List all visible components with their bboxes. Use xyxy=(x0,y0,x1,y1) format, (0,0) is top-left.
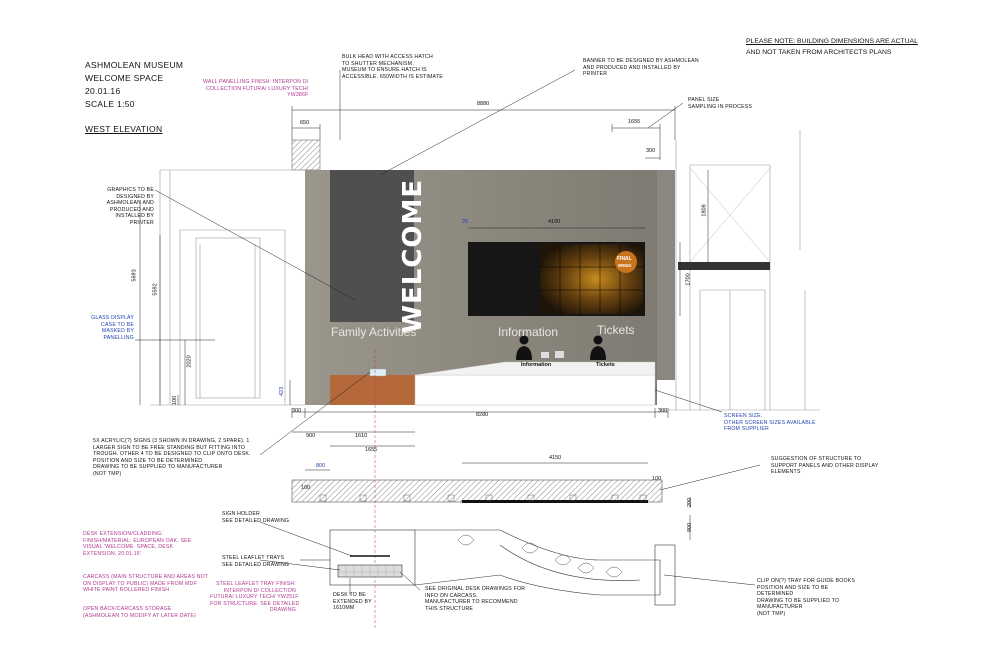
title-scale: SCALE 1:50 xyxy=(85,99,135,109)
information-text: Information xyxy=(498,325,559,339)
note-glass-display: GLASS DISPLAY CASE TO BE MASKED BY PANELLING xyxy=(91,315,134,341)
note-bulkhead: BULK HEAD WITH ACCESS HATCH TO SHUTTER MECHANISM. MUSEUM TO ENSURE HATCH IS ACCESSIBLE. 650WIDTH IS ESTIMATE xyxy=(342,54,443,80)
note-screen-size: SCREEN SIZE. OTHER SCREEN SIZES AVAILABLE FROM SUPPLIER xyxy=(724,413,816,432)
dim-900-left: 900 xyxy=(306,433,316,439)
desk-front xyxy=(415,375,655,405)
family-activities-text: Family Activities xyxy=(331,325,417,339)
note-open-back: OPEN BACK/CARCASS STORAGE (ASHMOLEAN TO MODIFY AT LATER DATE) xyxy=(83,606,196,619)
note-carcass: CARCASS (MAIN STRUCTURE AND AREAS NOT ON DISPLAY TO PUBLIC) MADE FROM MDF WHITE PAINT ROLLERED FINISH. xyxy=(83,574,209,593)
dim-300-left: 300 xyxy=(292,408,302,414)
note-leaflet-trays: STEEL LEAFLET TRAYS SEE DETAILED DRAWING xyxy=(222,555,290,568)
dim-800: 800 xyxy=(316,463,326,469)
dim-650: 650 xyxy=(300,120,310,126)
right-panel xyxy=(657,170,675,380)
badge-line2: WEEK xyxy=(618,263,632,268)
dim-1655-desk: 1655 xyxy=(365,447,378,453)
dim-100-base: 100 xyxy=(172,395,179,406)
disclaimer-line2: AND NOT TAKEN FROM ARCHITECTS PLANS xyxy=(746,49,892,56)
plan-screen xyxy=(462,500,648,503)
note-clip-tray: CLIP ON(?) TRAY FOR GUIDE BOOKS POSITION AND SIZE TO BE DETERMINED DRAWING TO BE SUPPLIED TO MANUFACTURER (NOT TMP) xyxy=(757,578,856,617)
dim-300-right: 300 xyxy=(658,408,668,414)
dim-100-plan-left: 100 xyxy=(301,485,311,491)
dim-1808: 1808 xyxy=(701,204,708,217)
dim-900-plan: 900 xyxy=(687,522,694,533)
dim-4100: 4100 xyxy=(548,219,561,225)
note-banner: BANNER TO BE DESIGNED BY ASHMOLEAN AND PRODUCED AND INSTALLED BY PRINTER xyxy=(583,58,699,77)
bulkhead xyxy=(292,140,320,170)
note-sign-holder: SIGN HOLDER SEE DETAILED DRAWING xyxy=(222,511,290,524)
plan-stools xyxy=(458,535,622,577)
note-original-desk: SEE ORIGINAL DESK DRAWINGS FOR INFO ON CARCASS. MANUFACTURER TO RECOMMEND THIS STRUCTURE xyxy=(425,586,526,612)
dim-1700: 1700 xyxy=(685,273,692,286)
dim-100-plan-right: 100 xyxy=(652,476,662,482)
dim-300-top: 300 xyxy=(646,148,656,154)
oak-desk-extension xyxy=(330,375,415,405)
dim-5592: 5592 xyxy=(152,283,159,296)
note-desk-extended: DESK TO BE EXTENDED BY 1610MM xyxy=(333,592,372,611)
note-structure: SUGGESTION OF STRUCTURE TO SUPPORT PANELS AND OTHER DISPLAY ELEMENTS xyxy=(771,456,879,475)
title-date: 20.01.16 xyxy=(85,86,121,96)
tickets-text: Tickets xyxy=(597,323,635,337)
dim-1610: 1610 xyxy=(355,433,368,439)
plan-wall xyxy=(292,480,662,502)
title-view: WEST ELEVATION xyxy=(85,124,163,134)
dim-1655-top: 1655 xyxy=(628,119,641,125)
dim-4150: 4150 xyxy=(549,455,562,461)
note-leaflet-finish: STEEL LEAFLET TRAY FINISH: INTERPON D/ COLLECTION FUTURA/ LUXURY TECH/ YW251F FOR STRUCTURE: SEE DETAILED DRAWING xyxy=(210,581,300,613)
note-graphics: GRAPHICS TO BE DESIGNED BY ASHMOLEAN AND PRODUCED AND INSTALLED BY PRINTER xyxy=(106,187,154,226)
note-acrylic-signs: 5X ACRYLIC(?) SIGNS (3 SHOWN IN DRAWING, 2 SPARE). 1 LARGER SIGN TO BE FREE STANDING BUT FITTING INTO TROUGH. OTHER 4 TO BE DESIGNED TO CLIP ONTO DESK. POSITION AND SIZE TO BE DETERMINED DRAWING TO BE SUPPLIED TO MANUFACTURER (NOT TMP) xyxy=(93,438,251,477)
dim-8280: 8280 xyxy=(476,412,489,418)
note-wall-panelling: WALL PANELLING FINISH: INTERPON D/ COLLECTION FUTURA/ LUXURY TECH/ YW386F xyxy=(203,79,309,98)
note-desk-extension: DESK EXTENSION/CLADDING: FINISH/MATERIAL: EUROPEAN OAK. SEE VISUAL 'WELCOME SPACE, DESK EXTENSION, 20.01.16' xyxy=(83,531,192,557)
welcome-text: WELCOME xyxy=(398,178,429,334)
badge-line1: FINAL xyxy=(617,256,632,262)
dim-2020: 2020 xyxy=(186,355,193,368)
desk-tickets-text: Tickets xyxy=(596,362,615,368)
title-space: WELCOME SPACE xyxy=(85,73,164,83)
dim-25: 25 xyxy=(462,219,469,225)
dim-5693: 5693 xyxy=(131,269,138,282)
dim-8880: 8880 xyxy=(477,101,490,107)
disclaimer-line1: PLEASE NOTE: BUILDING DIMENSIONS ARE ACTUAL xyxy=(746,38,918,45)
dim-200: 200 xyxy=(687,497,694,508)
dim-423: 423 xyxy=(279,386,286,397)
title-museum: ASHMOLEAN MUSEUM xyxy=(85,60,184,70)
note-panel-size: PANEL SIZE SAMPLING IN PROCESS xyxy=(688,97,753,110)
desk-information-text: Information xyxy=(521,362,552,368)
overhead-unit xyxy=(678,262,770,270)
acrylic-sign xyxy=(370,369,386,376)
